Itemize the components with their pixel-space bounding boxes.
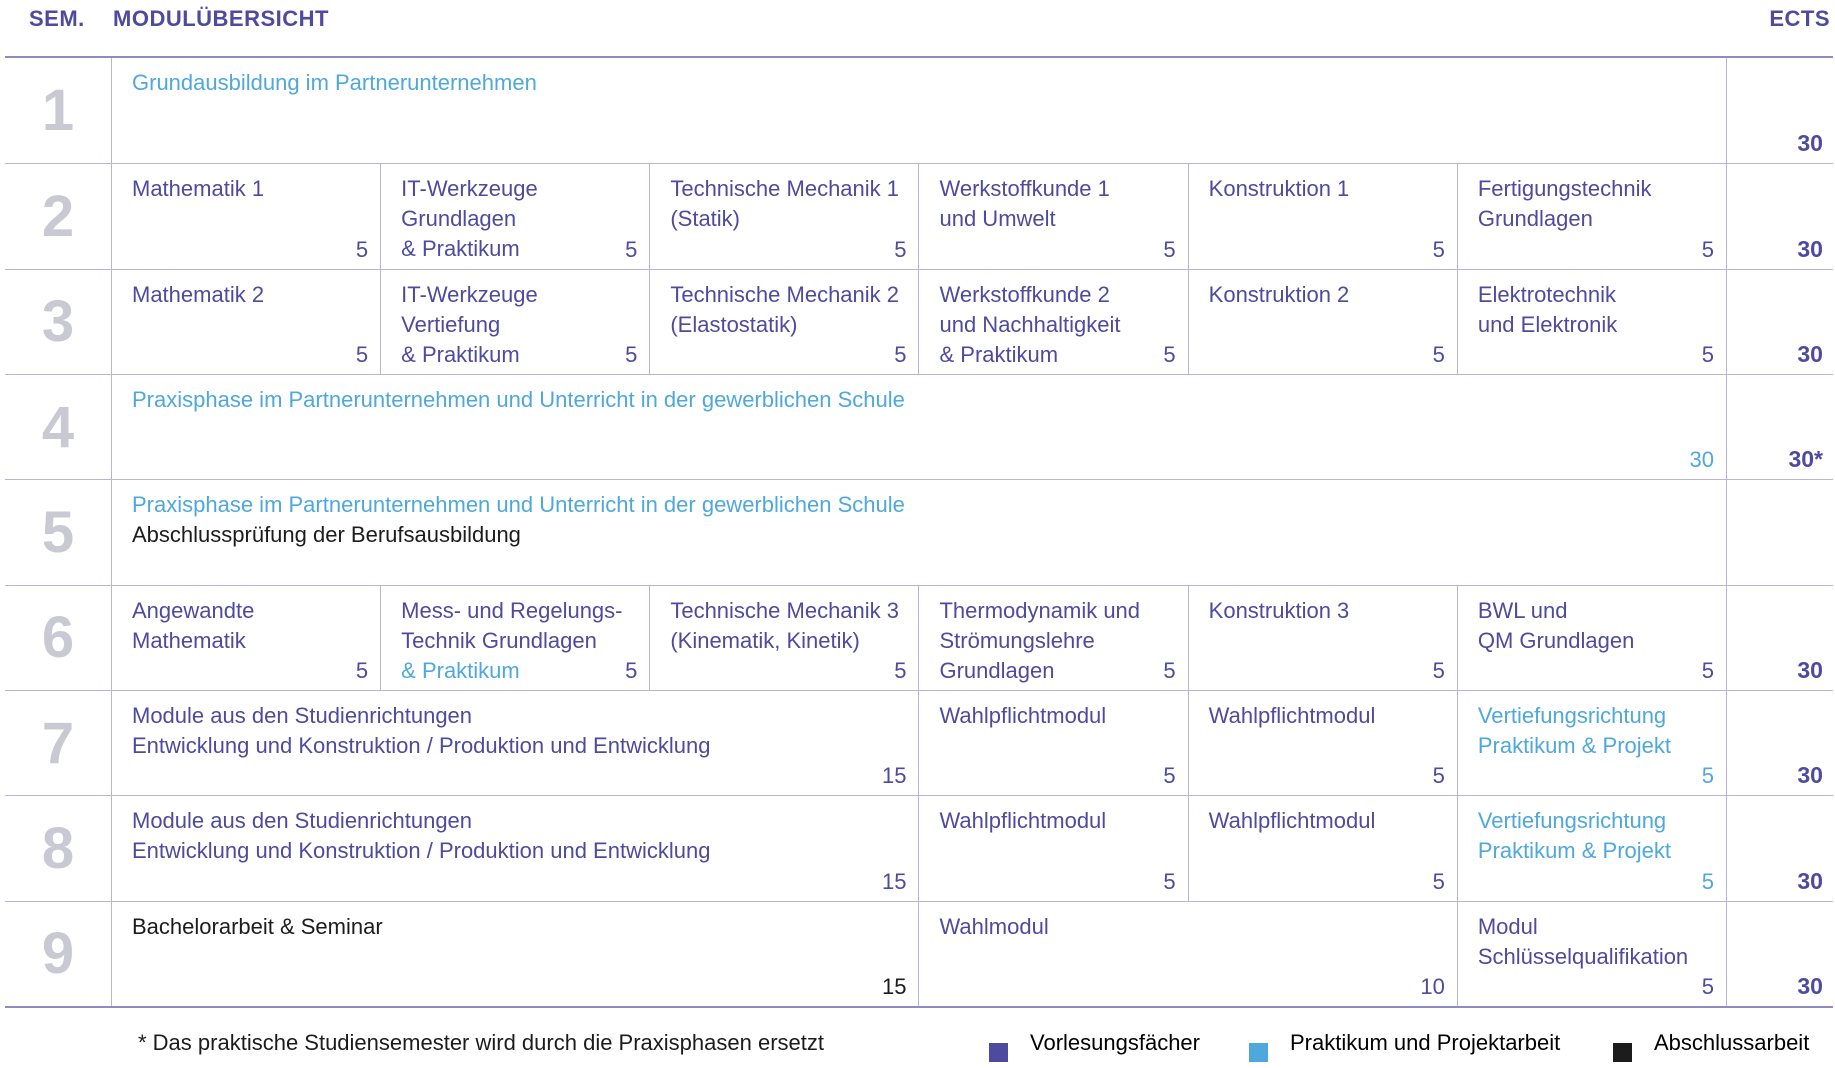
footnote: * Das praktische Studiensemester wird durch die Praxisphasen ersetzt bbox=[138, 1030, 824, 1055]
module-title: Angewandte Mathematik bbox=[132, 597, 255, 653]
module-ects: 15 bbox=[882, 763, 907, 789]
module-table bbox=[5, 56, 1833, 1008]
semester-ects-total: 30 bbox=[1797, 762, 1823, 789]
module-cell bbox=[1457, 585, 1726, 690]
module-ects: 5 bbox=[625, 658, 638, 683]
module-title: Konstruktion 1 bbox=[1208, 176, 1350, 202]
module-cell bbox=[918, 269, 1187, 374]
semester-ects-cell bbox=[1726, 901, 1833, 1006]
module-ects: 5 bbox=[1432, 763, 1445, 789]
semester-ects-total: 30 bbox=[1797, 973, 1823, 999]
module-cell bbox=[649, 585, 918, 690]
module-ects: 5 bbox=[1432, 658, 1445, 683]
module-ects: 5 bbox=[1432, 236, 1445, 262]
legend-label-practical: Praktikum und Projektarbeit bbox=[1290, 1030, 1561, 1055]
module-cell bbox=[649, 269, 918, 374]
semester-ects-total: 30* bbox=[1788, 446, 1823, 473]
module-title: Werkstoffkunde 1 und Umwelt bbox=[939, 176, 1110, 232]
module-subtitle: Abschlussprüfung der Berufsausbildung bbox=[132, 522, 521, 548]
module-ects: 5 bbox=[1701, 974, 1714, 999]
module-ects: 5 bbox=[1701, 342, 1714, 367]
module-title: IT-Werkzeuge Vertiefung & Praktikum bbox=[401, 281, 538, 367]
semester-ects-cell bbox=[1726, 163, 1833, 268]
module-cell bbox=[918, 901, 1456, 1006]
module-ects: 5 bbox=[1163, 763, 1176, 789]
module-title: Werkstoffkunde 2 und Nachhaltigkeit & Praktikum bbox=[939, 281, 1121, 367]
header-sem-label: SEM. bbox=[29, 6, 85, 31]
module-cell bbox=[918, 163, 1187, 268]
module-cell bbox=[111, 163, 380, 268]
module-title: BWL und QM Grundlagen bbox=[1477, 597, 1635, 653]
semester-ects-cell bbox=[1726, 479, 1833, 584]
legend-label-thesis: Abschlussarbeit bbox=[1654, 1030, 1810, 1055]
module-cell bbox=[1188, 690, 1457, 795]
module-title: Module aus den Studienrichtungen Entwicklung und Konstruktion / Produktion und Entwicklung bbox=[132, 808, 711, 864]
module-title: Modul Schlüsselqualifikation bbox=[1477, 913, 1689, 969]
module-ects: 5 bbox=[1163, 868, 1176, 894]
module-ects: 15 bbox=[882, 868, 907, 894]
module-cell bbox=[111, 585, 380, 690]
module-cell bbox=[918, 690, 1187, 795]
semester-number: 4 bbox=[5, 374, 111, 479]
module-cell bbox=[1457, 269, 1726, 374]
module-title: Bachelorarbeit & Seminar bbox=[132, 913, 383, 939]
module-title: Module aus den Studienrichtungen Entwicklung und Konstruktion / Produktion und Entwicklung bbox=[132, 703, 711, 758]
module-title: Wahlpflichtmodul bbox=[1208, 808, 1376, 834]
legend-swatch-thesis bbox=[1613, 1043, 1632, 1062]
module-title: Technische Mechanik 2 (Elastostatik) bbox=[670, 281, 900, 337]
module-cell bbox=[111, 479, 1726, 584]
semester-number: 3 bbox=[5, 269, 111, 374]
module-ects: 5 bbox=[355, 658, 369, 683]
semester-ects-total: 30 bbox=[1797, 130, 1823, 157]
footer bbox=[0, 1023, 1835, 1063]
module-ects: 30 bbox=[1689, 447, 1714, 473]
semester-ects-cell bbox=[1726, 58, 1833, 163]
module-title: Thermodynamik und Strömungslehre Grundlagen bbox=[939, 597, 1141, 683]
module-ects: 5 bbox=[1701, 236, 1714, 262]
module-ects: 5 bbox=[625, 342, 638, 367]
module-title: Wahlpflichtmodul bbox=[1208, 703, 1376, 728]
module-ects: 5 bbox=[625, 236, 638, 262]
module-title: Wahlpflichtmodul bbox=[939, 808, 1107, 834]
module-cell bbox=[918, 795, 1187, 900]
semester-ects-total: 30 bbox=[1797, 235, 1823, 262]
module-title: IT-Werkzeuge Grundlagen & Praktikum bbox=[401, 176, 538, 262]
module-cell bbox=[111, 58, 1726, 163]
semester-ects-total: 30 bbox=[1797, 657, 1823, 683]
module-cell bbox=[380, 163, 649, 268]
module-title: Vertiefungsrichtung Praktikum & Projekt bbox=[1477, 808, 1671, 864]
module-cell bbox=[1457, 163, 1726, 268]
module-title: Wahlpflichtmodul bbox=[939, 703, 1107, 728]
module-title: Praxisphase im Partnerunternehmen und Unterricht in der gewerblichen Schule bbox=[132, 387, 905, 412]
module-ects: 5 bbox=[1163, 342, 1176, 367]
module-title-practical-line: & Praktikum bbox=[401, 657, 520, 683]
module-cell bbox=[111, 690, 918, 795]
module-ects: 5 bbox=[1163, 236, 1176, 262]
semester-ects-cell bbox=[1726, 585, 1833, 690]
module-title: Technische Mechanik 3 (Kinematik, Kinetik) bbox=[670, 597, 900, 653]
module-ects: 5 bbox=[1701, 658, 1714, 683]
semester-ects-total: 30 bbox=[1797, 341, 1823, 367]
module-ects: 5 bbox=[894, 236, 907, 262]
module-ects: 15 bbox=[882, 974, 907, 999]
module-title: Konstruktion 2 bbox=[1208, 281, 1350, 307]
module-title: Konstruktion 3 bbox=[1208, 597, 1350, 623]
module-cell bbox=[1457, 795, 1726, 900]
module-title: Mathematik 2 bbox=[132, 281, 265, 307]
module-ects: 5 bbox=[894, 658, 907, 683]
module-cell bbox=[1188, 269, 1457, 374]
module-cell bbox=[649, 163, 918, 268]
module-cell bbox=[111, 269, 380, 374]
module-cell bbox=[111, 374, 1726, 479]
module-cell bbox=[1457, 901, 1726, 1006]
header-title: MODULÜBERSICHT bbox=[113, 6, 329, 31]
semester-number: 1 bbox=[41, 78, 75, 144]
semester-number: 7 bbox=[5, 690, 111, 795]
module-ects: 5 bbox=[1432, 868, 1445, 894]
legend-swatch-practical bbox=[1249, 1043, 1268, 1062]
module-ects: 10 bbox=[1420, 974, 1445, 999]
module-ects: 5 bbox=[1432, 342, 1445, 367]
module-title: Technische Mechanik 1 (Statik) bbox=[670, 176, 900, 232]
semester-number: 8 bbox=[5, 795, 111, 900]
module-cell bbox=[918, 585, 1187, 690]
semester-number: 6 bbox=[5, 585, 111, 690]
module-title: Elektrotechnik und Elektronik bbox=[1477, 281, 1618, 337]
module-title: Mathematik 1 bbox=[132, 176, 265, 202]
module-cell bbox=[111, 901, 918, 1006]
semester-ects-cell bbox=[1726, 795, 1833, 900]
module-cell bbox=[1457, 690, 1726, 795]
semester-number: 5 bbox=[5, 479, 111, 584]
module-ects: 5 bbox=[1163, 658, 1176, 683]
module-title: Wahlmodul bbox=[939, 913, 1049, 939]
module-ects: 5 bbox=[355, 236, 369, 262]
semester-ects-cell bbox=[1726, 374, 1833, 479]
semester-ects-total: 30 bbox=[1797, 867, 1823, 894]
module-cell bbox=[1188, 163, 1457, 268]
semester-number: 9 bbox=[5, 901, 111, 1006]
module-ects: 5 bbox=[894, 342, 907, 367]
module-cell bbox=[380, 269, 649, 374]
legend-label-lecture: Vorlesungsfächer bbox=[1030, 1030, 1200, 1055]
module-cell bbox=[1188, 585, 1457, 690]
module-title: Praxisphase im Partnerunternehmen und Unterricht in der gewerblichen Schule bbox=[132, 492, 905, 518]
legend-swatch-lecture bbox=[989, 1043, 1008, 1062]
module-ects: 5 bbox=[1701, 868, 1714, 894]
semester-ects-cell bbox=[1726, 690, 1833, 795]
module-title: Vertiefungsrichtung Praktikum & Projekt bbox=[1477, 703, 1671, 758]
module-cell bbox=[1188, 795, 1457, 900]
header-ects-label: ECTS bbox=[1769, 6, 1830, 31]
semester-ects-cell bbox=[1726, 269, 1833, 374]
module-title: Mess- und Regelungs- Technik Grundlagen bbox=[401, 597, 623, 653]
module-title: Fertigungstechnik Grundlagen bbox=[1477, 176, 1652, 232]
module-cell bbox=[111, 795, 918, 900]
module-ects: 5 bbox=[1701, 763, 1714, 789]
module-ects: 5 bbox=[355, 342, 369, 367]
semester-number: 2 bbox=[5, 163, 111, 268]
module-cell bbox=[380, 585, 649, 690]
module-title: Grundausbildung im Partnerunternehmen bbox=[132, 70, 537, 95]
